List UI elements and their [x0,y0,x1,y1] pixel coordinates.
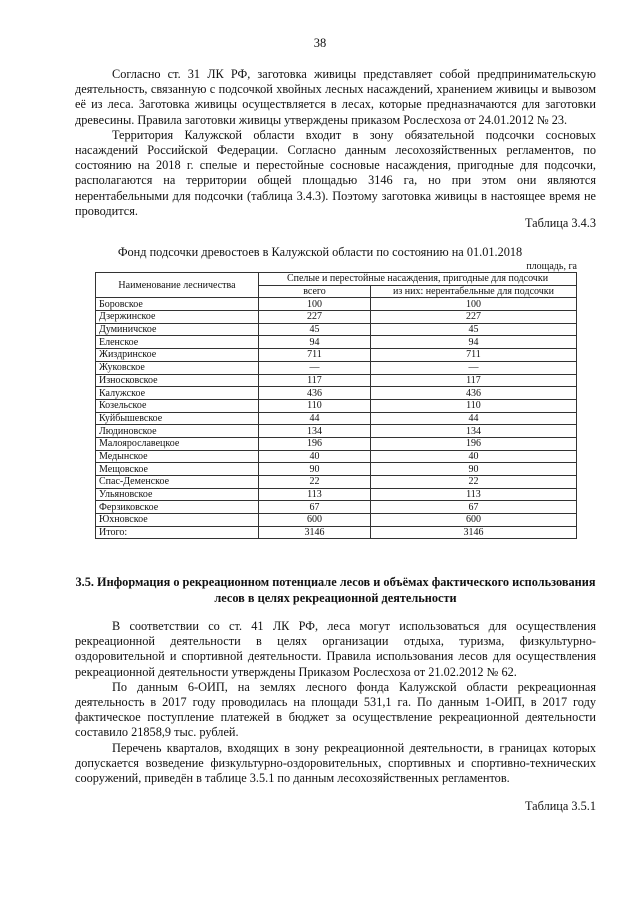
cell-total: 436 [259,387,371,400]
cell-unprofitable: 90 [371,463,577,476]
cell-unprofitable: 196 [371,437,577,450]
cell-unprofitable: 134 [371,425,577,438]
cell-total: 134 [259,425,371,438]
cell-name: Козельское [96,399,259,412]
cell-name: Боровское [96,298,259,311]
cell-name: Ферзиковское [96,501,259,514]
cell-unprofitable: 110 [371,399,577,412]
paragraph: По данным 6-ОИП, на землях лесного фонда Калужской области рекреационная деятельность в 2017 году проводилась на площади 531,1 га. По данным 1-ОИП, в 2017 году фактическое поступление платежей в бюджет за осуществление рекреационной деятельности составило 21858,9 тыс. рублей. [75,679,596,740]
cell-unprofitable: 45 [371,323,577,336]
table-row [96,349,577,362]
cell-name: Дзержинское [96,311,259,324]
cell-name: Калужское [96,387,259,400]
table-row [96,298,577,311]
cell-name: Думиничское [96,323,259,336]
table-row [96,323,577,336]
cell-total: 45 [259,323,371,336]
cell-total: 3146 [259,526,371,539]
cell-total: 196 [259,437,371,450]
table-row [96,501,577,514]
table-row [96,361,577,374]
cell-unprofitable: 94 [371,336,577,349]
table-row [96,476,577,489]
section-heading: 3.5. Информация о рекреационном потенциале лесов и объёмах фактического использования лесов в целях рекреационной деятельности [75,575,596,605]
cell-name: Мещовское [96,463,259,476]
cell-total: 44 [259,412,371,425]
cell-total: 22 [259,476,371,489]
cell-total: 40 [259,450,371,463]
cell-total: 110 [259,399,371,412]
cell-total: 113 [259,488,371,501]
cell-unprofitable: 600 [371,514,577,527]
cell-name: Юхновское [96,514,259,527]
cell-total: 117 [259,374,371,387]
paragraph: Перечень кварталов, входящих в зону рекреационной деятельности, в границах которых допускается возведение физкультурно-оздоровительных, спортивных и спортивно-технических сооружений, приведён в таблице 3.5.1 по данным лесохозяйственных регламентов. [75,740,596,786]
header-group: Спелые и перестойные насаждения, пригодные для подсочки [259,273,577,286]
cell-total: — [259,361,371,374]
cell-name: Итого: [96,526,259,539]
cell-total: 227 [259,311,371,324]
cell-unprofitable: 227 [371,311,577,324]
cell-total: 90 [259,463,371,476]
paragraph: Территория Калужской области входит в зону обязательной подсочки сосновых насаждений Российской Федерации. Согласно данным лесохозяйственных регламентов, по состоянию на 2018 г. спелые и перестойные сосновые насаждения, пригодные для подсочки, располагаются на территории общей площадью 3146 га, но при этом они являются нерентабельными для подсочки (таблица 3.4.3). Поэтому заготовка живицы в настоящее время не проводится. [75,127,596,218]
table-unit: площадь, га [526,261,577,272]
cell-name: Куйбышевское [96,412,259,425]
paragraph: Согласно ст. 31 ЛК РФ, заготовка живицы представляет собой предпринимательскую деятельность, связанную с подсочкой хвойных лесных насаждений, хранением живицы и вывозом её из леса. Заготовка живицы осуществляется в лесах, которые предназначаются для заготовки древесины. Правила заготовки живицы утверждены приказом Рослесхоза от 24.01.2012 № 23. [75,67,596,127]
table-row [96,514,577,527]
cell-name: Износковское [96,374,259,387]
cell-total: 94 [259,336,371,349]
forest-tapping-table [95,272,577,539]
cell-name: Ульяновское [96,488,259,501]
table-row [96,387,577,400]
cell-name: Жуковское [96,361,259,374]
cell-unprofitable: 436 [371,387,577,400]
cell-total: 600 [259,514,371,527]
header-unprofitable: из них: нерентабельные для подсочки [371,285,577,298]
section-text [75,619,596,786]
table-row [96,463,577,476]
cell-total: 67 [259,501,371,514]
cell-total: 100 [259,298,371,311]
table-row [96,450,577,463]
cell-unprofitable: 117 [371,374,577,387]
header-total: всего [259,285,371,298]
cell-unprofitable: 711 [371,349,577,362]
cell-unprofitable: 67 [371,501,577,514]
cell-name: Медынское [96,450,259,463]
table-row [96,374,577,387]
table-row [96,399,577,412]
table-row [96,526,577,539]
table-row [96,425,577,438]
intro-text [75,67,596,219]
table-row [96,412,577,425]
cell-name: Жиздринское [96,349,259,362]
table-row [96,437,577,450]
cell-name: Людиновское [96,425,259,438]
table-row [96,311,577,324]
table-row [96,488,577,501]
cell-unprofitable: — [371,361,577,374]
page-number: 38 [313,36,327,50]
paragraph: В соответствии со ст. 41 ЛК РФ, леса могут использоваться для осуществления рекреационной деятельности в целях организации отдыха, туризма, физкультурно-оздоровительной и спортивной деятельности. Правила использования лесов для осуществления рекреационной деятельности утверждены Приказом Рослесхоза от 21.02.2012 № 62. [75,619,596,679]
cell-unprofitable: 113 [371,488,577,501]
table-title: Фонд подсочки древостоев в Калужской области по состоянию на 01.01.2018 [117,245,523,259]
cell-total: 711 [259,349,371,362]
cell-unprofitable: 22 [371,476,577,489]
cell-unprofitable: 40 [371,450,577,463]
table-row [96,336,577,349]
cell-unprofitable: 3146 [371,526,577,539]
cell-unprofitable: 44 [371,412,577,425]
cell-name: Еленское [96,336,259,349]
table-label: Таблица 3.5.1 [524,799,596,813]
cell-unprofitable: 100 [371,298,577,311]
cell-name: Малоярославецкое [96,437,259,450]
header-name: Наименование лесничества [96,273,259,298]
cell-name: Спас-Деменское [96,476,259,489]
table-label: Таблица 3.4.3 [524,216,596,230]
